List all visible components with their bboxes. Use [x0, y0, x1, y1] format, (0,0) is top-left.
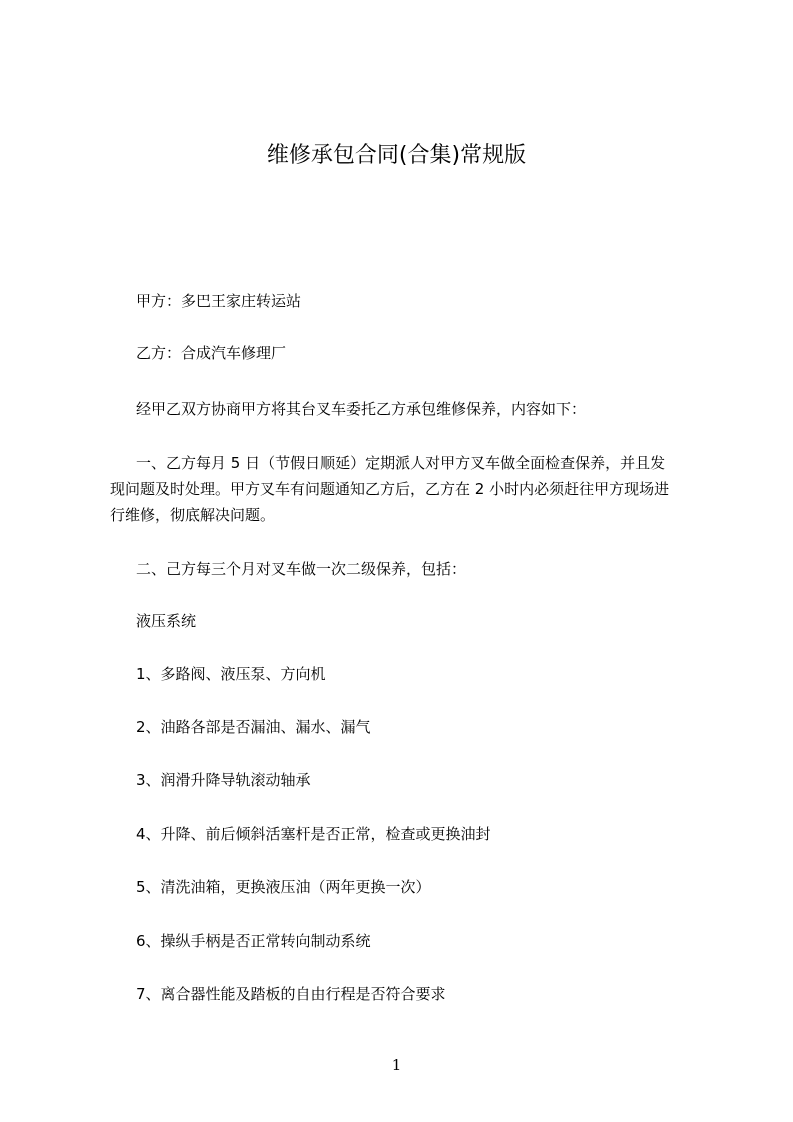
clause-one-line: 现问题及时处理。甲方叉车有问题通知乙方后，乙方在 2 小时内必须赶往甲方现场进: [110, 480, 670, 498]
intro-paragraph: 经甲乙双方协商甲方将其台叉车委托乙方承包维修保养，内容如下：: [136, 400, 587, 418]
party-a-line: 甲方：多巴王家庄转运站: [136, 292, 302, 310]
clause-one-line: 一、乙方每月 5 日（节假日顺延）定期派人对甲方叉车做全面检查保养，并且发: [136, 454, 666, 472]
list-item: 1、多路阀、液压泵、方向机: [136, 665, 326, 683]
clause-one-line: 行维修，彻底解决问题。: [110, 506, 276, 524]
page-number: 1: [391, 1056, 402, 1074]
list-item: 7、离合器性能及踏板的自由行程是否符合要求: [136, 985, 446, 1003]
list-item: 4、升降、前后倾斜活塞杆是否正常，检查或更换油封: [136, 825, 491, 843]
party-b-line: 乙方：合成汽车修理厂: [136, 344, 287, 362]
list-item: 5、清洗油箱，更换液压油（两年更换一次）: [136, 878, 431, 896]
list-item: 6、操纵手柄是否正常转向制动系统: [136, 932, 371, 950]
clause-one-paragraph: [110, 450, 685, 528]
list-item: 3、润滑升降导轨滚动轴承: [136, 771, 311, 789]
clause-two-paragraph: 二、己方每三个月对叉车做一次二级保养，包括：: [136, 560, 467, 578]
list-item: 2、油路各部是否漏油、漏水、漏气: [136, 718, 371, 736]
document-title: 维修承包合同(合集)常规版: [266, 143, 527, 168]
section-heading: 液压系统: [136, 612, 197, 630]
